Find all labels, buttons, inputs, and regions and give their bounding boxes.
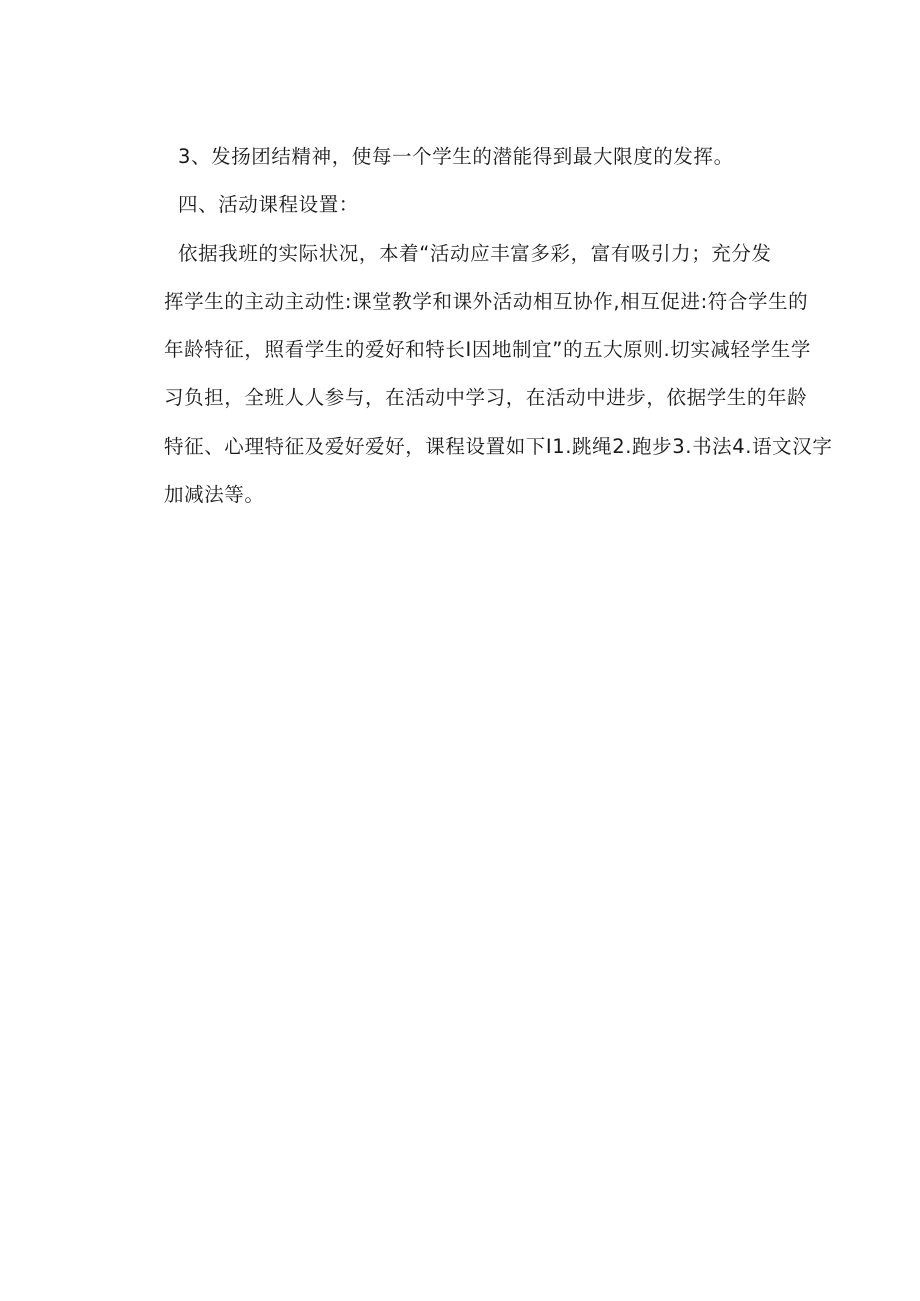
paragraph-line: 加减法等。 (164, 483, 265, 506)
section-heading-activity-courses: 四、活动课程设置： (178, 193, 359, 216)
paragraph-line: 依据我班的实际状况，本着“活动应丰富多彩，富有吸引力；充分发 (178, 242, 772, 265)
paragraph-line: 特征、心理特征及爱好爱好，课程设置如下I1.跳绳2.跑步3.书法4.语文汉字 (164, 435, 833, 458)
paragraph-line: 习负担，全班人人参与，在活动中学习，在活动中进步，依据学生的年龄 (164, 386, 808, 409)
paragraph-goal-3: 3、发扬团结精神，使每一个学生的潜能得到最大限度的发挥。 (178, 145, 734, 168)
paragraph-line: 年龄特征，照看学生的爱好和特长I因地制宜”的五大原则.切实减轻学生学 (164, 338, 811, 361)
paragraph-line: 挥学生的主动主动性:课堂教学和课外活动相互协作,相互促进:符合学生的 (164, 290, 809, 313)
